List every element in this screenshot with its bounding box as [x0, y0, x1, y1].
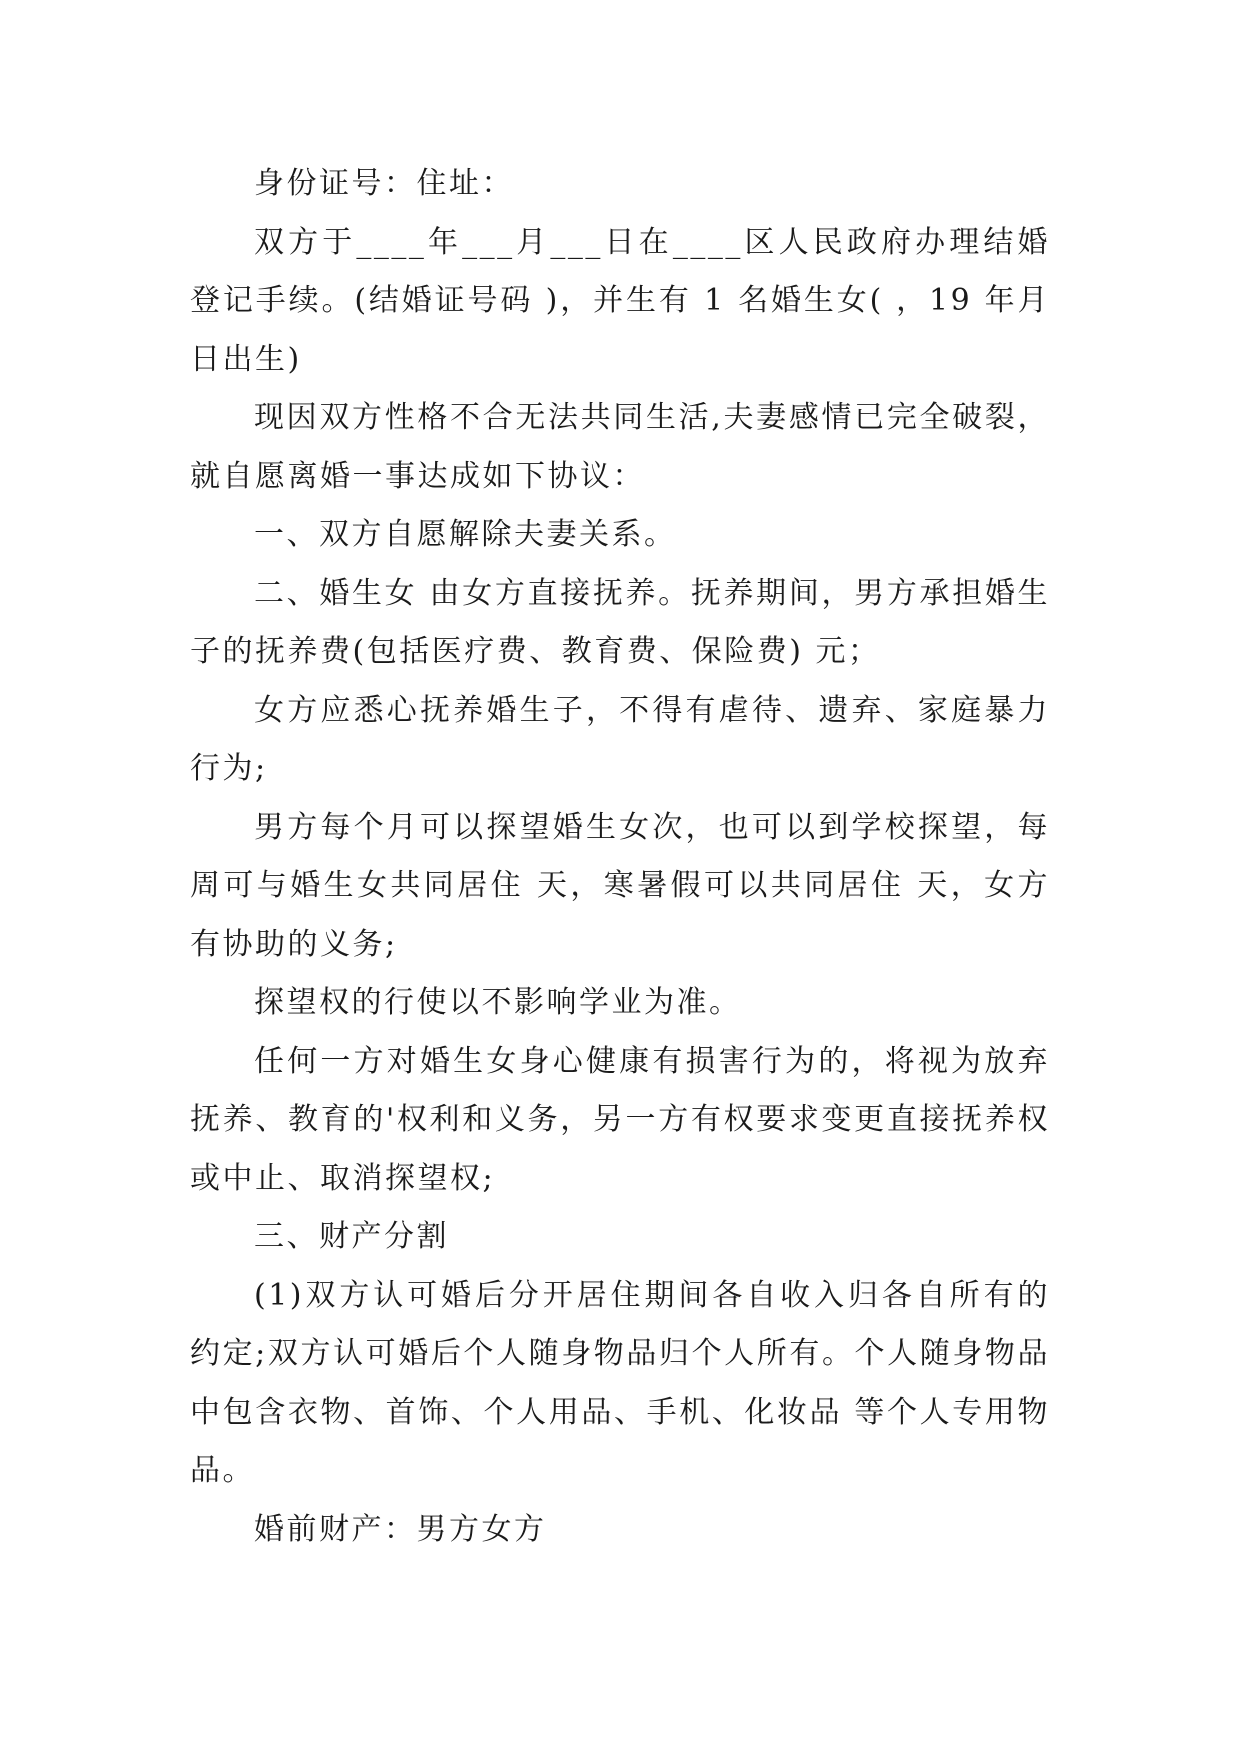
paragraph-clause-three: 三、财产分割: [254, 1219, 449, 1254]
paragraph-care-obligation: 女方应悉心抚养婚生子，不得有虐待、遗弃、家庭暴力行为;: [190, 692, 1050, 786]
paragraph-id-address: 身份证号：住址：: [254, 166, 514, 201]
paragraph-visitation-limit: 探望权的行使以不影响学业为准。: [254, 985, 742, 1020]
paragraph-premarital-property: 婚前财产：男方女方: [254, 1511, 547, 1547]
paragraph-marriage-registration: 双方于____年___月___日在____区人民政府办理结婚登记手续。(结婚证号码 )，并生有 1 名婚生女( ，19 年月日出生): [190, 224, 1050, 377]
paragraph-custody-change: 任何一方对婚生女身心健康有损害行为的，将视为放弃抚养、教育的'权利和义务，另一方有权要求变更直接抚养权或中止、取消探望权;: [190, 1043, 1050, 1196]
paragraph-clause-two: 二、婚生女 由女方直接抚养。抚养期间，男方承担婚生子的抚养费(包括医疗费、教育费、保险费) 元；: [190, 575, 1050, 669]
paragraph-visitation: 男方每个月可以探望婚生女次，也可以到学校探望，每周可与婚生女共同居住 天，寒暑假可以共同居住 天，女方有协助的义务;: [190, 809, 1050, 962]
paragraph-divorce-reason: 现因双方性格不合无法共同生活,夫妻感情已完全破裂，就自愿离婚一事达成如下协议：: [190, 400, 1050, 494]
paragraph-clause-one: 一、双方自愿解除夫妻关系。: [254, 517, 677, 552]
paragraph-property-split: (1)双方认可婚后分开居住期间各自收入归各自所有的约定;双方认可婚后个人随身物品归个人所有。个人随身物品中包含衣物、首饰、个人用品、手机、化妆品 等个人专用物品。: [190, 1277, 1050, 1488]
document-body: [190, 155, 1050, 1559]
